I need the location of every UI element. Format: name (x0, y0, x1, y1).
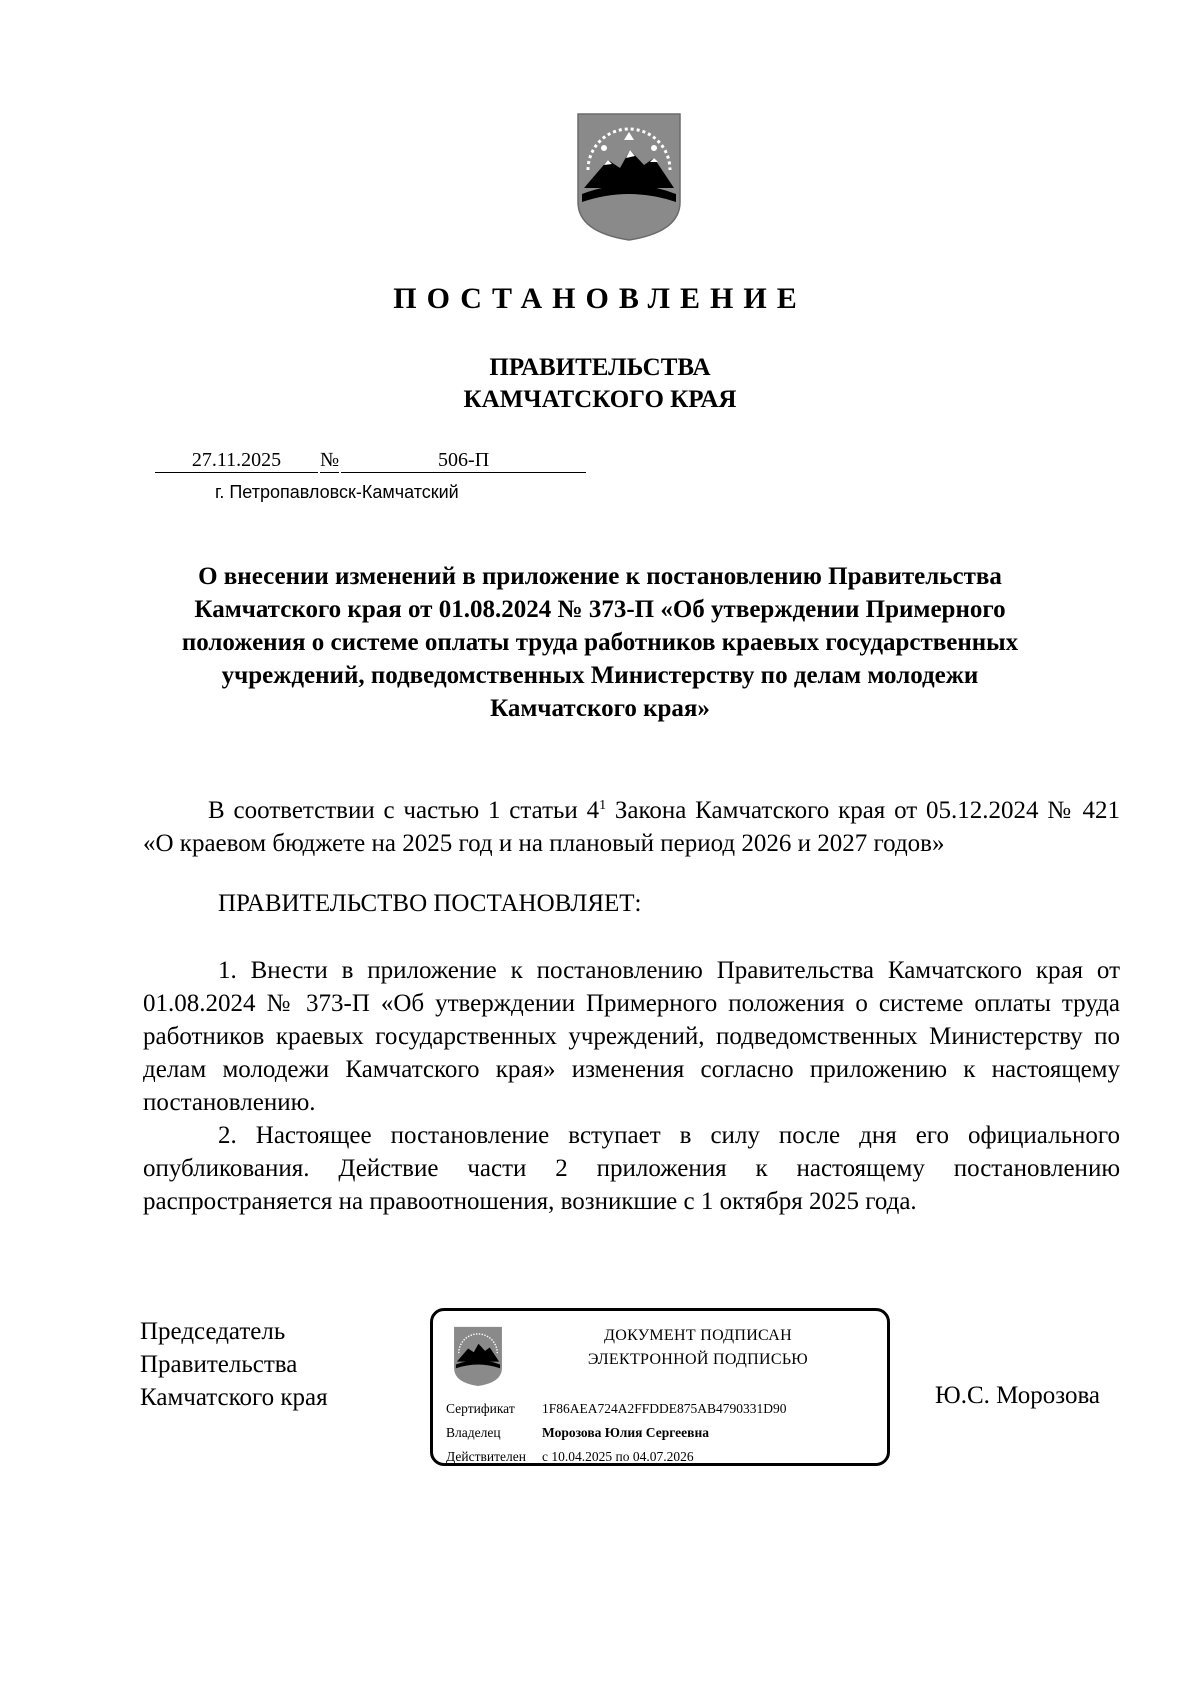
signer-title-line: Председатель (140, 1318, 286, 1345)
city: г. Петропавловск-Камчатский (215, 482, 459, 502)
document-subject: О внесении изменений в приложение к постановлению Правительства Камчатского края от 01.08.2024 № 373-П «Об утверждении Примерного положения о системе оплаты труда работников краевых государственных учреждений, подведомственных Министерству по делам молодежи Камчатского края» (181, 563, 1019, 722)
stamp-certificate-row (446, 1401, 787, 1417)
legal-basis-superscript: 1 (599, 798, 607, 813)
stamp-validity-row (446, 1449, 694, 1465)
document-date: 27.11.2025 (155, 448, 318, 473)
certificate-label: Сертификат (446, 1401, 515, 1416)
stamp-heading-line-1: ДОКУМЕНТ ПОДПИСАН (604, 1327, 792, 1344)
document-type-title: ПОСТАНОВЛЕНИЕ (393, 282, 807, 315)
certificate-value: 1F86AEA724A2FFDDE875AB4790331D90 (542, 1401, 787, 1416)
document-number: 506-П (341, 448, 586, 473)
coat-of-arms-icon (452, 1325, 504, 1387)
number-sign: № (320, 449, 340, 471)
validity-label: Действителен (446, 1449, 526, 1464)
stamp-owner-row (446, 1425, 709, 1441)
coat-of-arms-icon (574, 110, 684, 242)
issuer-line-1: ПРАВИТЕЛЬСТВА (489, 354, 711, 381)
legal-basis-text: В соответствии с частью 1 статьи 4 (208, 797, 600, 824)
decree-items (143, 954, 1120, 1218)
decree-item-2: 2. Настоящее постановление вступает в силу после дня его официального опубликования. Действие части 2 приложения к настоящему постановлению распространяется на правоотношения, возникшие с 1 октября 2025 года. (143, 1122, 1120, 1215)
signer-name: Ю.С. Морозова (935, 1382, 1101, 1409)
legal-basis (143, 794, 1120, 860)
decree-item-1: 1. Внести в приложение к постановлению Правительства Камчатского края от 01.08.2024 № 373-П «Об утверждении Примерного положения о системе оплаты труда работников краевых государственных учреждений, подведомственных Министерству по делам молодежи Камчатского края» изменения согласно приложению к настоящему постановлению. (143, 957, 1120, 1116)
signer-title-line: Правительства (140, 1351, 298, 1378)
date-number-line (155, 448, 586, 473)
electronic-signature-stamp (430, 1308, 890, 1466)
legal-basis-text-cont: Закона Камчатского края от 05.12.2024 № 421 «О краевом бюджете на 2025 год и на плановый период 2026 и 2027 годов» (143, 797, 1121, 857)
decree-statement: ПРАВИТЕЛЬСТВО ПОСТАНОВЛЯЕТ: (218, 890, 642, 917)
signer-title (140, 1315, 328, 1414)
signer-title-line: Камчатского края (140, 1384, 328, 1411)
validity-value: с 10.04.2025 по 04.07.2026 (542, 1449, 694, 1464)
issuer-line-2: КАМЧАТСКОГО КРАЯ (463, 386, 737, 413)
owner-label: Владелец (446, 1425, 501, 1440)
owner-value: Морозова Юлия Сергеевна (542, 1425, 709, 1440)
stamp-heading-line-2: ЭЛЕКТРОННОЙ ПОДПИСЬЮ (587, 1351, 809, 1368)
